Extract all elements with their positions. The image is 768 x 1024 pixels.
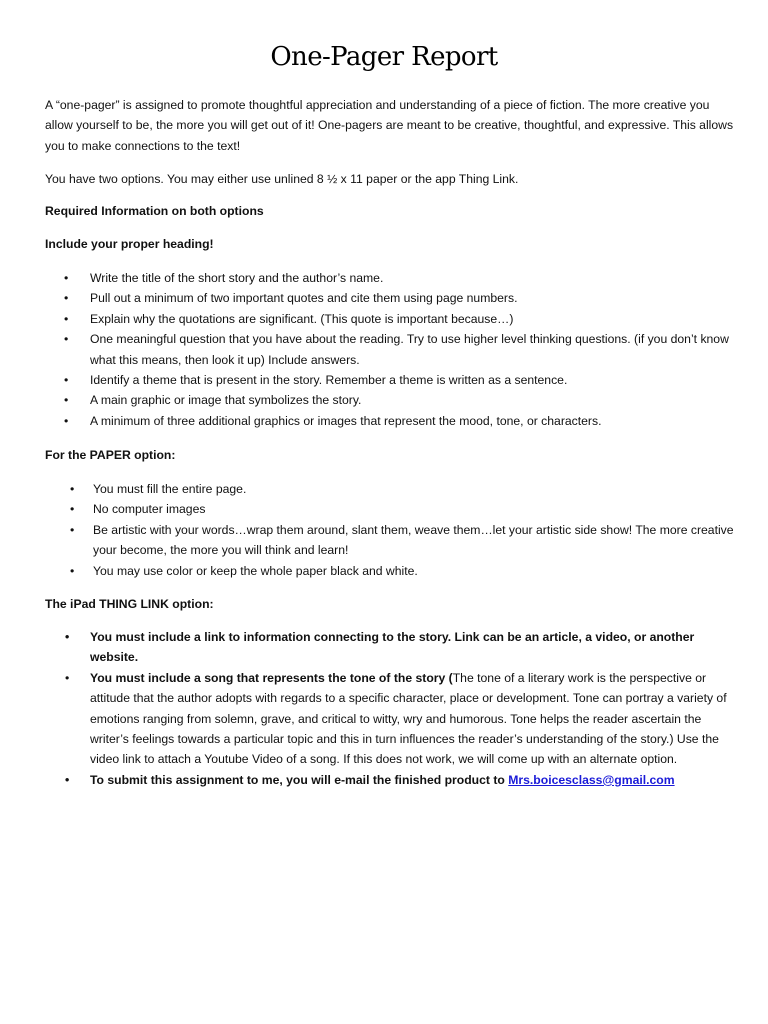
- intro-text: A “one-pager” is assigned to promote thoughtful appreciation and understanding of a piece of fiction. The more creative you allow yourself to be, the more you will get out of it! One-pagers are meant to be creative, thoughtful, and expressive. This allows you to make connections to the text!: [45, 98, 734, 153]
- list-item-text: You may use color or keep the whole paper black and white.: [93, 563, 418, 578]
- list-item-text: To submit this assignment to me, you will e-mail the finished product to: [90, 772, 509, 787]
- bullet: •: [70, 482, 75, 496]
- required-heading-text: Required Information on both options: [45, 204, 264, 218]
- list-item: [45, 268, 735, 288]
- list-item-text: One meaningful question that you have about the reading. Try to use higher level thinking questions. (if you don’t know what this means, then look it up) Include answers.: [90, 332, 729, 367]
- intro-paragraph: [45, 95, 735, 156]
- list-item-text: Write the title of the short story and the author’s name.: [90, 271, 384, 285]
- list-item: [45, 770, 735, 790]
- list-item-text: You must include a link to information connecting to the story. Link can be an article, a video, or another website.: [90, 630, 695, 665]
- bullet: •: [65, 772, 70, 787]
- thinglink-list: [45, 627, 735, 790]
- list-item-text: Identify a theme that is present in the story. Remember a theme is written as a sentence.: [90, 373, 568, 388]
- bullet: •: [70, 563, 75, 578]
- options-paragraph: [45, 169, 735, 189]
- list-item: [45, 499, 735, 519]
- page-title: One-Pager Report: [270, 42, 498, 72]
- list-item-text: Pull out a minimum of two important quotes and cite them using page numbers.: [90, 291, 518, 306]
- bullet: •: [64, 393, 69, 408]
- list-item: [45, 288, 735, 308]
- bullet: •: [64, 373, 69, 388]
- list-item-text: A minimum of three additional graphics or images that represent the mood, tone, or characters.: [90, 413, 602, 428]
- list-item-text: Explain why the quotations are significant. (This quote is important because…): [90, 311, 514, 326]
- bullet: •: [65, 670, 70, 685]
- list-item: [45, 329, 735, 370]
- list-item-text-bold: You must include a song that represents the tone of the story (: [90, 670, 453, 685]
- list-item-text: No computer images: [93, 502, 206, 517]
- list-item-text: Be artistic with your words…wrap them around, slant them, weave them…let your artistic side show! The more creative your become, the more you will think and learn!: [93, 522, 734, 558]
- list-item-text: A main graphic or image that symbolizes the story.: [90, 393, 362, 408]
- required-list: [45, 268, 735, 431]
- email-link[interactable]: Mrs.boicesclass@gmail.com: [508, 772, 675, 787]
- bullet: •: [64, 311, 69, 326]
- paper-list: [45, 479, 735, 581]
- bullet: •: [70, 522, 75, 537]
- paper-heading: [45, 445, 735, 465]
- heading-note-text: Include your proper heading!: [45, 237, 214, 251]
- list-item: [45, 390, 735, 410]
- list-item: [45, 561, 735, 581]
- bullet: •: [64, 291, 69, 306]
- bullet: •: [64, 332, 69, 347]
- heading-note: [45, 234, 735, 254]
- list-item-text: The tone of a literary work is the perspective or attitude that the author adopts with regards to a specific character, place or development. Tone can portray a variety of emotions ranging from solemn, grave, and critical to witty, wry and humorous. Tone helps the reader ascertain the writer’s feelings towards a particular topic and this in turn influences the reader’s understanding of the story.) Use the video link to attach a Youtube Video of a song. If this does not work, we will come up with an alternate option.: [90, 670, 727, 767]
- list-item: [45, 411, 735, 431]
- required-heading: [45, 201, 735, 221]
- bullet: •: [64, 413, 69, 428]
- list-item: [45, 370, 735, 390]
- list-item: [45, 668, 735, 770]
- list-item: [45, 309, 735, 329]
- paper-heading-text: For the PAPER option:: [45, 448, 176, 462]
- list-item-text: You must fill the entire page.: [93, 482, 247, 496]
- list-item: [45, 627, 735, 668]
- bullet: •: [70, 502, 75, 517]
- bullet: •: [64, 271, 69, 285]
- list-item: [45, 520, 735, 561]
- bullet: •: [65, 630, 70, 644]
- thinglink-heading: [45, 594, 735, 614]
- list-item: [45, 479, 735, 499]
- options-text: You have two options. You may either use unlined 8 ½ x 11 paper or the app Thing Link.: [45, 172, 519, 186]
- thinglink-heading-text: The iPad THING LINK option:: [45, 597, 214, 611]
